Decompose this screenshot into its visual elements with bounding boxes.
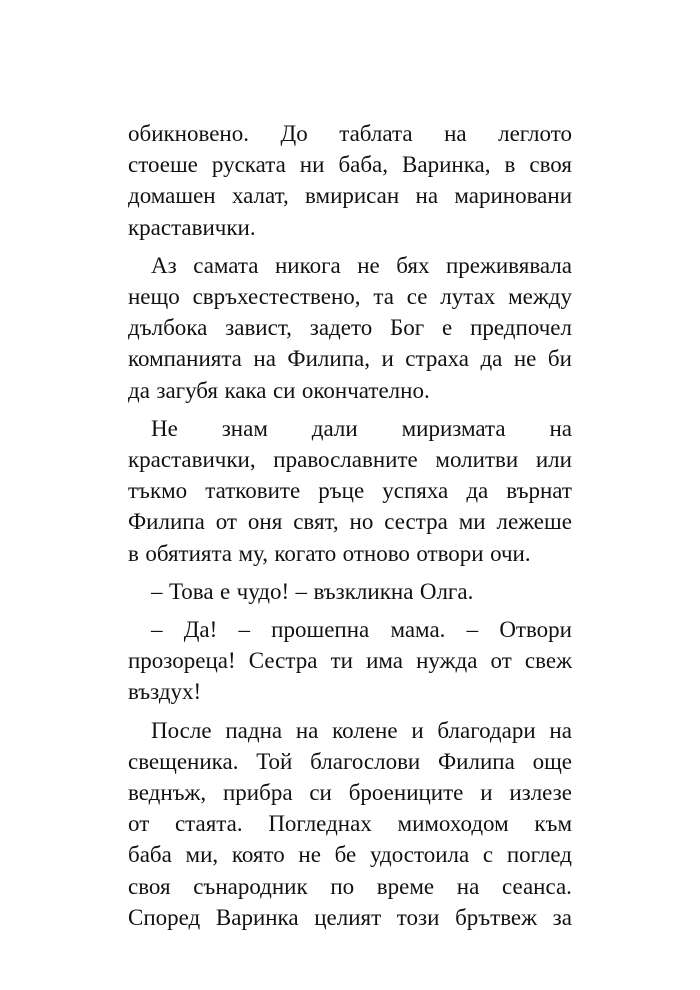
word: Филипа [128, 509, 205, 535]
word: та [373, 284, 394, 310]
word: До [280, 121, 308, 146]
word: поглед [506, 842, 572, 868]
word: мимоходом [397, 811, 509, 837]
word: да [466, 478, 489, 504]
word: страха [405, 346, 469, 372]
word: и [411, 717, 424, 743]
word: отново [342, 540, 410, 566]
word: е [219, 578, 231, 604]
paragraph [128, 250, 572, 406]
word: нужда [416, 648, 478, 674]
word: от [128, 811, 150, 837]
word: когато [274, 540, 337, 566]
word: своя [128, 873, 171, 899]
word: целият [314, 904, 382, 930]
word: свеж [524, 648, 572, 674]
word: ни [299, 152, 325, 178]
word: миризмата [401, 415, 506, 441]
word: компанията [128, 346, 242, 372]
word: нещо [128, 284, 180, 310]
word: на [549, 717, 572, 743]
word: Сестра [248, 648, 318, 674]
word: му, [238, 540, 268, 566]
word: от [215, 509, 237, 535]
word: Според [128, 904, 201, 930]
text-line [128, 506, 572, 537]
word: Бог [390, 315, 425, 341]
word: благодари [437, 717, 536, 743]
word: оня [247, 509, 283, 535]
text-line [128, 118, 572, 149]
word: завист, [225, 315, 292, 341]
paragraph [128, 715, 572, 933]
paragraph [128, 413, 572, 569]
word: загубя [156, 377, 218, 403]
word: успяха [382, 478, 449, 504]
word: Олга. [419, 578, 474, 604]
word: си [272, 377, 296, 403]
text-line [128, 149, 572, 180]
word: на [456, 873, 480, 899]
word: баба, [338, 152, 389, 178]
word: брътвеж [455, 904, 538, 930]
word: ми, [185, 842, 219, 868]
word: но [349, 509, 374, 535]
word: по [330, 873, 355, 899]
text-line [128, 312, 572, 343]
word: от [490, 648, 512, 674]
word: не [513, 346, 537, 372]
word: е [442, 315, 453, 341]
word: Това [168, 578, 214, 604]
word: мама. [390, 617, 446, 643]
word: стоеше [128, 152, 198, 178]
word: дали [311, 415, 358, 441]
text-line [128, 715, 572, 746]
word: домашен [128, 183, 216, 209]
paragraph [128, 576, 572, 607]
word: на [444, 121, 467, 146]
word: мариновани [454, 183, 572, 209]
word: в [504, 152, 516, 178]
text-line [128, 777, 572, 808]
word: бях [396, 252, 430, 278]
text-line [128, 375, 572, 406]
word: и [480, 780, 493, 806]
word: стаята. [174, 811, 243, 837]
word: После [151, 717, 212, 743]
word: баба [128, 842, 172, 868]
word: тъкмо [128, 478, 188, 504]
text-line [128, 576, 572, 607]
text-line [128, 475, 572, 506]
word: православните [273, 447, 418, 473]
word: Варинка [215, 904, 299, 930]
word: вмирисан [305, 183, 400, 209]
text-line [128, 902, 572, 933]
word: окончателно. [301, 377, 430, 403]
word: за [552, 904, 572, 930]
text-line [128, 281, 572, 312]
word: краставички. [128, 214, 256, 240]
word: – [295, 578, 308, 604]
word: на [415, 183, 439, 209]
word: върнат [506, 478, 572, 504]
book-page [128, 118, 572, 940]
word: благослови [310, 748, 421, 774]
word: кака [224, 377, 267, 403]
word: в [128, 540, 139, 566]
word: обикновено. [128, 121, 249, 146]
text-line [128, 343, 572, 374]
word: леглото [498, 121, 572, 146]
word: Варинка, [402, 152, 491, 178]
word: татковите [205, 478, 301, 504]
word: сеанса. [501, 873, 572, 899]
word: колене [332, 717, 398, 743]
word: Той [256, 748, 293, 774]
word: прозореца! [128, 648, 236, 674]
word: между [508, 284, 572, 310]
word: своя [529, 152, 572, 178]
text-line [128, 808, 572, 839]
word: – [151, 617, 163, 643]
text-line [128, 538, 572, 569]
word: ми [458, 509, 486, 535]
word: задето [309, 315, 373, 341]
word: си [309, 780, 332, 806]
word: да [480, 346, 503, 372]
text-line [128, 871, 572, 902]
word: лутах [440, 284, 496, 310]
word: халат, [231, 183, 289, 209]
word: Филипа, [287, 346, 370, 372]
word: Филипа [438, 748, 515, 774]
word: знам [221, 415, 268, 441]
word: излезе [509, 780, 572, 806]
word: сестра [384, 509, 448, 535]
word: се [406, 284, 428, 310]
word: удостоила [369, 842, 470, 868]
word: сънародник [193, 873, 308, 899]
word: лежеше [496, 509, 572, 535]
word: не [298, 842, 321, 868]
word: краставички, [128, 447, 256, 473]
word: прошепна [271, 617, 370, 643]
word: още [532, 748, 572, 774]
word: обятията [145, 540, 233, 566]
text-line [128, 839, 572, 870]
word: прибра [223, 780, 293, 806]
word: на [295, 717, 319, 743]
word: на [253, 346, 276, 372]
word: бе [334, 842, 357, 868]
word: време [376, 873, 435, 899]
word: възкликна [313, 578, 414, 604]
paragraph [128, 118, 572, 243]
word: свят, [293, 509, 339, 535]
word: дълбока [128, 315, 208, 341]
word: молитви [435, 447, 519, 473]
word: не [357, 252, 380, 278]
word: отвори [416, 540, 484, 566]
text-line [128, 180, 572, 211]
word: или [535, 447, 572, 473]
word: Отвори [499, 617, 572, 643]
word: ръце [318, 478, 365, 504]
text-line [128, 746, 572, 777]
word: Да! [183, 617, 218, 643]
word: самата [193, 252, 259, 278]
word: свещеника. [128, 748, 239, 774]
word: руската [211, 152, 286, 178]
text-line [128, 614, 572, 645]
word: Погледнах [268, 811, 372, 837]
word: таблата [339, 121, 413, 146]
word: – [466, 617, 479, 643]
text-line [128, 444, 572, 475]
text-line [128, 212, 572, 243]
word: този [396, 904, 440, 930]
word: предпочел [470, 315, 572, 341]
word: никога [274, 252, 341, 278]
word: би [547, 346, 572, 372]
word: очи. [490, 540, 531, 566]
word: – [238, 617, 250, 643]
word: въздух! [128, 679, 202, 705]
word: да [128, 377, 150, 403]
word: свръхестествено, [192, 284, 361, 310]
text-line [128, 645, 572, 676]
word: Не [151, 415, 178, 441]
word: – [151, 578, 163, 604]
word: падна [225, 717, 283, 743]
word: преживявала [445, 252, 572, 278]
text-line [128, 413, 572, 444]
word: към [534, 811, 572, 837]
word: на [549, 415, 572, 441]
word: броениците [348, 780, 464, 806]
word: ти [330, 648, 353, 674]
word: Аз [151, 252, 177, 278]
word: има [366, 648, 403, 674]
word: веднъж, [128, 780, 207, 806]
text-line [128, 676, 572, 707]
word: чудо! [236, 578, 290, 604]
word: и [381, 346, 394, 372]
word: която [231, 842, 285, 868]
text-line [128, 250, 572, 281]
paragraph [128, 614, 572, 708]
word: с [482, 842, 494, 868]
